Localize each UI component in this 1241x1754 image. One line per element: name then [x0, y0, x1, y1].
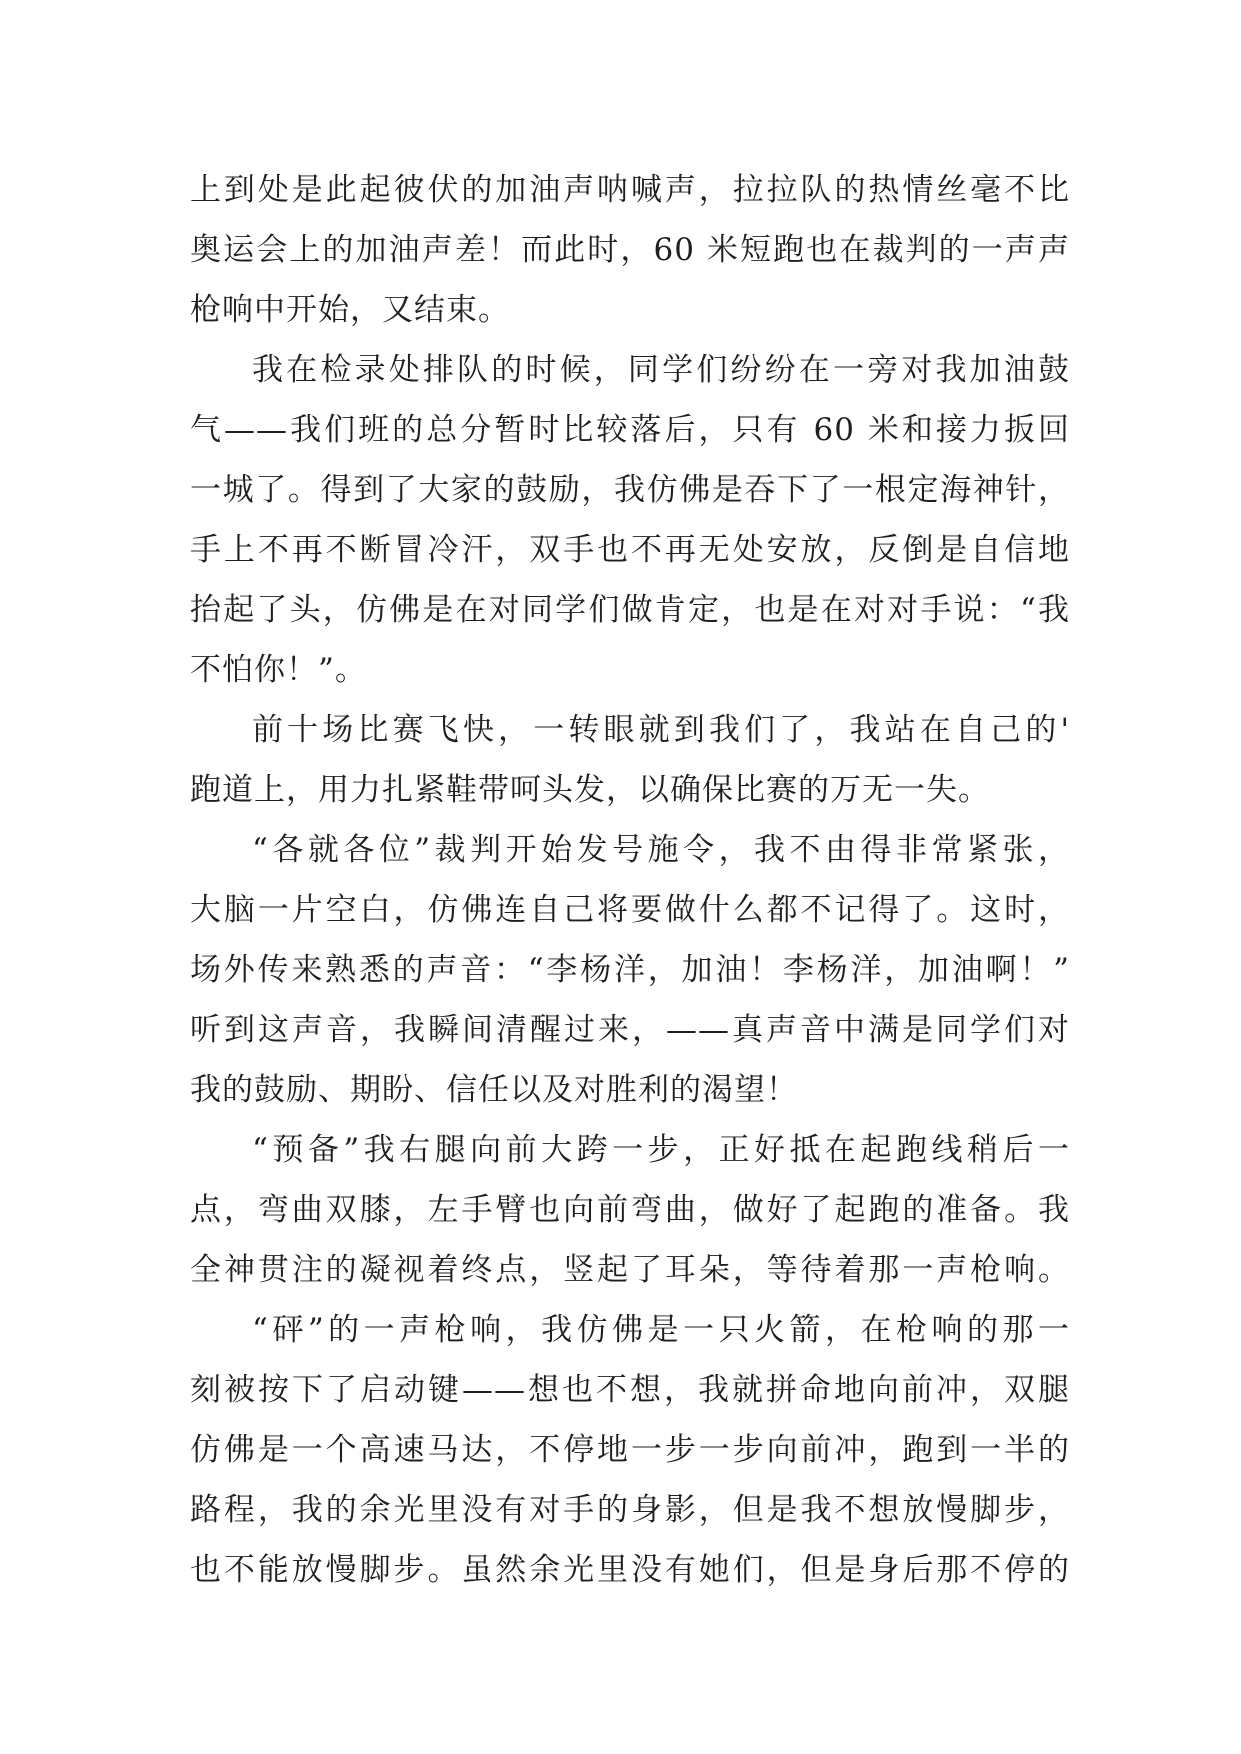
- text-line: 上到处是此起彼伏的加油声呐喊声，拉拉队的热情丝毫不比: [190, 172, 1070, 208]
- text-line: 枪响中开始，又结束。: [190, 292, 510, 328]
- text-line: 点，弯曲双膝，左手臂也向前弯曲，做好了起跑的准备。我: [190, 1192, 1070, 1228]
- text-line: 仿佛是一个高速马达，不停地一步一步向前冲，跑到一半的: [190, 1432, 1070, 1468]
- text-line: 刻被按下了启动键——想也不想，我就拼命地向前冲，双腿: [190, 1372, 1070, 1408]
- text-line: “砰”的一声枪响，我仿佛是一只火箭，在枪响的那一: [252, 1312, 1070, 1348]
- text-line: 我在检录处排队的时候，同学们纷纷在一旁对我加油鼓: [252, 352, 1070, 388]
- text-line: 前十场比赛飞快，一转眼就到我们了，我站在自己的': [252, 712, 1070, 748]
- text-line: 抬起了头，仿佛是在对同学们做肯定，也是在对对手说：“我: [190, 592, 1070, 628]
- text-line: “预备”我右腿向前大跨一步，正好抵在起跑线稍后一: [252, 1132, 1070, 1168]
- text-line: 跑道上，用力扎紧鞋带呵头发，以确保比赛的万无一失。: [190, 772, 990, 808]
- text-line: 场外传来熟悉的声音：“李杨洋，加油！李杨洋，加油啊！”: [190, 952, 1070, 988]
- text-line: 路程，我的余光里没有对手的身影，但是我不想放慢脚步，: [190, 1492, 1070, 1528]
- text-line: 我的鼓励、期盼、信任以及对胜利的渴望！: [190, 1072, 798, 1108]
- text-line: 听到这声音，我瞬间清醒过来，——真声音中满是同学们对: [190, 1012, 1070, 1048]
- body-text: [190, 160, 1070, 1600]
- text-line: 也不能放慢脚步。虽然余光里没有她们，但是身后那不停的: [190, 1552, 1070, 1588]
- text-line: 气——我们班的总分暂时比较落后，只有 60 米和接力扳回: [190, 412, 1070, 448]
- text-line: 不怕你！”。: [190, 652, 367, 688]
- text-line: 全神贯注的凝视着终点，竖起了耳朵，等待着那一声枪响。: [190, 1252, 1070, 1288]
- text-line: 手上不再不断冒冷汗，双手也不再无处安放，反倒是自信地: [190, 532, 1070, 568]
- text-line: 大脑一片空白，仿佛连自己将要做什么都不记得了。这时，: [190, 892, 1070, 928]
- text-line: “各就各位”裁判开始发号施令，我不由得非常紧张，: [252, 832, 1070, 868]
- text-line: 一城了。得到了大家的鼓励，我仿佛是吞下了一根定海神针，: [190, 472, 1070, 508]
- text-line: 奥运会上的加油声差！而此时，60 米短跑也在裁判的一声声: [190, 232, 1070, 268]
